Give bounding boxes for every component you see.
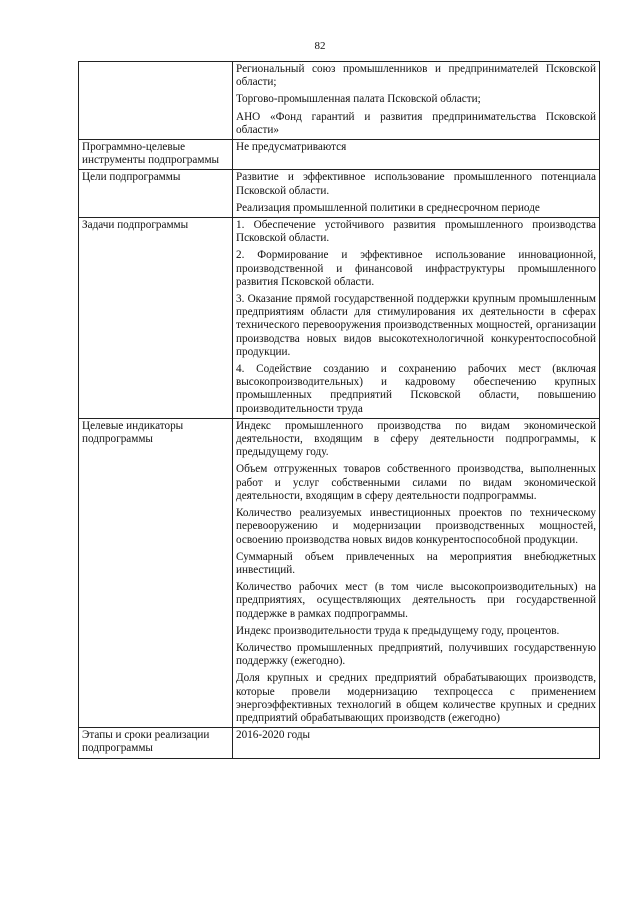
- indicator-item: Количество реализуемых инвестиционных проектов по техническому перевооружению и модернизации производственных мощностей, освоению производства новых видов конкурентоспособной продукции.: [236, 507, 596, 546]
- task-item: 1. Обеспечение устойчивого развития промышленного производства Псковской области.: [236, 219, 596, 245]
- row-content: [233, 62, 600, 140]
- indicator-item: Индекс производительности труда к предыдущему году, процентов.: [236, 624, 560, 637]
- page-number: 82: [314, 40, 326, 52]
- row-content: [233, 170, 600, 218]
- row-label: Программно-целевые инструменты подпрограммы: [79, 140, 233, 170]
- goal-item: Реализация промышленной политики в среднесрочном периоде: [236, 201, 540, 214]
- table-row-instruments: [79, 140, 600, 170]
- indicator-item: Суммарный объем привлеченных на мероприятия внебюджетных инвестиций.: [236, 550, 596, 576]
- participant-item: Региональный союз промышленников и предпринимателей Псковской области;: [236, 63, 596, 89]
- indicator-item: Объем отгруженных товаров собственного производства, выполненных работ и услуг собственными силами по видам экономической деятельности, входящим в сферу деятельности подпрограммы.: [236, 463, 596, 502]
- row-label: Задачи подпрограммы: [79, 218, 233, 419]
- row-label: Целевые индикаторы подпрограммы: [79, 418, 233, 727]
- goal-item: Развитие и эффективное использование промышленного потенциала Псковской области.: [236, 171, 596, 197]
- task-item: 4. Содействие созданию и сохранению рабочих мест (включая высокопроизводительных) и кадровому обеспечению крупных промышленных предприятий Псковской области, повышению производительности труда: [236, 363, 596, 415]
- indicator-item: Количество промышленных предприятий, получивших государственную поддержку (ежегодно).: [236, 641, 596, 668]
- task-item: 2. Формирование и эффективное использование инновационной, производственной и финансовой инфраструктуры промышленного развития Псковской области.: [236, 249, 596, 288]
- task-item: 3. Оказание прямой государственной поддержки крупным промышленным предприятиям области для стимулирования их деятельности в сферах технического перевооружения производственных мощностей, организации производства новых видов высокотехнологичной конкурентоспособной продукции.: [236, 293, 596, 358]
- row-label: Этапы и сроки реализации подпрограммы: [79, 728, 233, 758]
- indicator-item: Доля крупных и средних предприятий обрабатывающих производств, которые провели модернизацию техпроцесса с применением энергоэффективных технологий в общем количестве крупных и средних предприятий обрабатывающих производств (ежегодно): [236, 672, 596, 724]
- participant-item: Торгово-промышленная палата Псковской области;: [236, 93, 481, 106]
- row-content: [233, 140, 600, 170]
- row-label: [79, 62, 233, 140]
- row-content: [233, 218, 600, 419]
- table-row-goals: [79, 170, 600, 218]
- table-row-participants: [79, 62, 600, 140]
- instrument-item: Не предусматриваются: [236, 141, 347, 154]
- table-row-timeline: [79, 728, 600, 758]
- subprogram-passport-table: [78, 61, 600, 759]
- row-content: [233, 418, 600, 727]
- table-row-indicators: [79, 418, 600, 727]
- participant-item: АНО «Фонд гарантий и развития предпринимательства Псковской области»: [236, 110, 596, 136]
- table-row-tasks: [79, 218, 600, 419]
- timeline-item: 2016-2020 годы: [236, 729, 311, 742]
- indicator-item: Индекс промышленного производства по видам экономической деятельности, входящим в сферу деятельности подпрограммы, к предыдущему году.: [236, 419, 596, 459]
- row-content: [233, 728, 600, 758]
- indicator-item: Количество рабочих мест (в том числе высокопроизводительных) на предприятиях, осуществляющих деятельность при государственной поддержке в рамках подпрограммы.: [236, 581, 596, 620]
- row-label: Цели подпрограммы: [79, 170, 233, 218]
